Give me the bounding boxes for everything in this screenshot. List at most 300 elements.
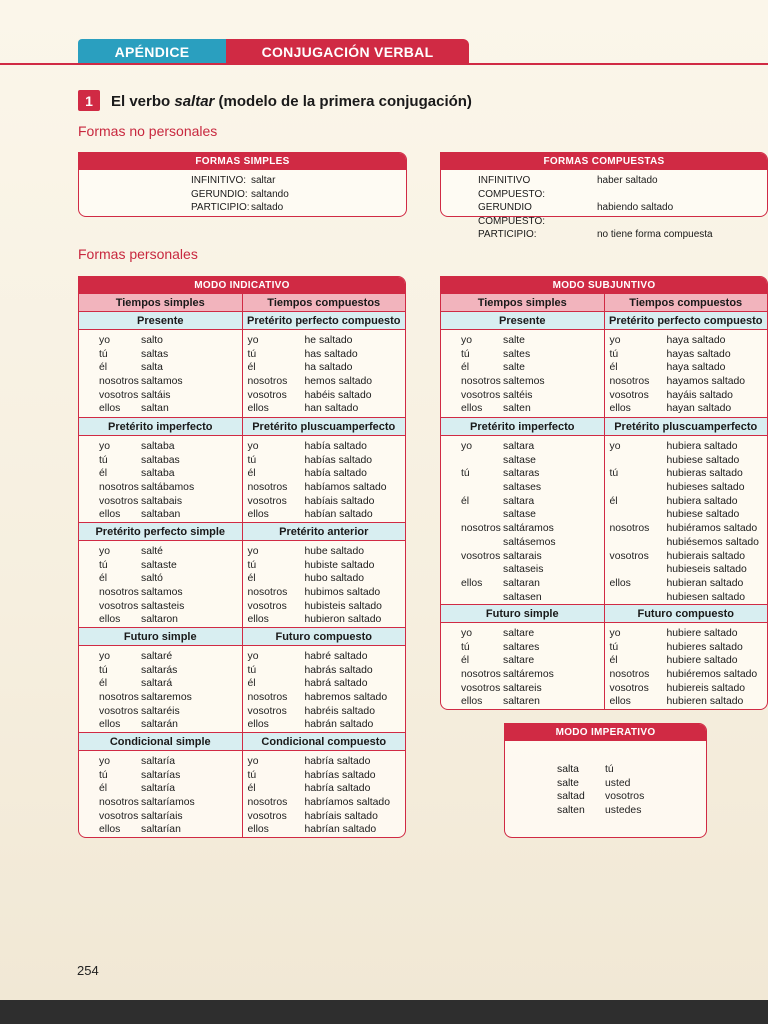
form-line [605,627,768,641]
form-line [243,334,406,348]
pronoun: nosotros [247,797,288,809]
verb-form: habrían saltado [304,824,377,836]
verb-form: hubiese saltado [666,454,740,466]
pronoun: nosotros [99,376,139,388]
modo-subjuntivo-title: MODO SUBJUNTIVO [441,277,767,294]
verb-form: habré saltado [304,651,368,662]
formas-compuestas-title: FORMAS COMPUESTAS [441,153,767,170]
form-line [605,591,768,605]
verb-form: has saltado [304,348,358,360]
form-line [441,495,604,509]
verb-form: hubierais saltado [666,550,746,562]
imperativo-line [505,777,706,791]
col-tiempos-compuestos: Tiempos compuestos [267,297,381,309]
col-tiempos-compuestos: Tiempos compuestos [629,297,743,309]
form-line [441,522,604,536]
form-line [441,654,604,668]
forms-list [79,436,242,525]
pronoun: él [247,573,256,585]
verb-form: habéis saltado [304,389,372,401]
form-line [441,591,604,605]
pronoun: vosotros [99,600,139,612]
form-line [243,782,406,796]
pronoun: vosotros [99,495,139,507]
verb-form: saltaría [141,783,176,795]
form-line [243,402,406,416]
pronoun: tú [247,348,257,360]
form-line [605,454,768,468]
pronoun [605,454,667,468]
pronoun: ellos [609,577,631,589]
verb-form: saltad [557,791,585,803]
form-line [79,586,242,600]
tense-title: Pretérito pluscuamperfecto [605,418,768,436]
form-line [79,600,242,614]
form-line [79,664,242,678]
verb-form: saltaseis [503,564,544,576]
pronoun: yo [99,651,110,662]
forms-list [79,646,242,735]
verb-form: hubiese saltado [666,509,740,521]
pronoun: nosotros [247,587,288,599]
verb-form: salte [503,362,525,374]
form-line [605,402,768,416]
tense-title: Pretérito perfecto compuesto [243,312,406,330]
pronoun: yo [609,335,621,346]
pronoun: ellos [99,509,121,521]
verb-form: saltaran [503,577,540,589]
pronoun: él [99,362,108,374]
verb-form: hube saltado [304,546,365,557]
imperativo-line [505,763,706,777]
form-line [243,796,406,810]
form-line [243,454,406,468]
verb-form: saltara [503,495,535,507]
verb-form: saltáis [141,389,171,401]
form-line [243,361,406,375]
pronoun: ellos [247,719,269,731]
pronoun [441,563,503,577]
verb-form: saltaréis [141,705,180,717]
form-line [605,467,768,481]
verb-form: habrá saltado [304,678,368,690]
pronoun: yo [247,546,259,557]
forms-list [605,330,768,419]
pronoun [605,591,667,605]
formas-simples-box [78,152,407,217]
pronoun: él [461,655,470,667]
tense-title: Futuro simple [441,605,604,623]
pronoun: ellos [609,696,631,708]
pronoun: él [99,783,108,795]
pronoun: él [247,362,256,374]
title-suffix: (modelo de la primera conjugación) [214,93,472,110]
form-line [605,563,768,577]
form-line [243,389,406,403]
formas-simples-title: FORMAS SIMPLES [79,153,406,170]
form-line [79,691,242,705]
np-label: GERUNDIO: [191,188,248,200]
verb-form: haya saltado [666,335,726,346]
pronoun: vosotros [247,705,287,717]
verb-form: saltase [503,509,536,521]
page-number: 254 [77,963,99,978]
verb-form: saltasteis [141,600,185,612]
pronoun [441,508,503,522]
verb-form: saltamos [141,376,183,388]
form-line [243,664,406,678]
pronoun: vosotros [609,389,649,401]
tense-title: Pretérito anterior [243,523,406,541]
pronoun: nosotros [247,482,288,494]
tiempo-simple-cell [79,628,243,732]
form-line [79,572,242,586]
verb-form: habías saltado [304,454,373,466]
form-line [441,481,604,495]
pronoun: nosotros [609,376,650,388]
form-line [441,402,604,416]
form-line [79,389,242,403]
tense-row [79,627,405,732]
pronoun: nosotros [247,692,288,704]
tiempo-compuesto-cell [243,312,406,417]
verb-form: saltaremos [141,692,192,704]
pronoun: nosotros [461,669,501,681]
form-line [79,677,242,691]
pronoun: ellos [99,614,121,626]
form-line [441,682,604,696]
verb-form: saltarían [141,824,181,836]
pronoun: él [99,468,108,480]
verb-form: saltes [503,348,531,360]
verb-form: hubiéramos saltado [666,523,758,535]
verb-form: habría saltado [304,756,371,767]
np-value: no tiene forma compuesta [597,229,713,240]
formas-compuestas-list [441,170,767,242]
tense-row [79,417,405,522]
form-line [79,782,242,796]
pronoun: ellos [247,824,269,836]
pronoun: tú [247,769,257,781]
forms-list [79,330,242,419]
tiempo-compuesto-cell [243,523,406,627]
form-line [79,823,242,837]
verb-form: hubieses saltado [666,482,745,494]
forms-list [79,751,242,840]
tense-row [79,312,405,417]
form-line [79,495,242,509]
formas-no-personales-heading: Formas no personales [78,123,218,139]
verb-form: hubiéremos saltado [666,669,758,681]
pronoun: nosotros [247,376,288,388]
col-tiempos-simples: Tiempos simples [441,294,605,311]
pronoun: ellos [461,577,483,589]
forms-list [441,330,604,419]
form-line [79,440,242,454]
tense-title: Pretérito perfecto simple [79,523,242,541]
form-line [441,361,604,375]
form-line [605,682,768,696]
verb-form: saltemos [503,376,545,388]
form-line [605,577,768,591]
tiempo-simple-cell [79,733,243,837]
pronoun: ellos [247,509,269,521]
form-line [79,613,242,627]
pronoun: vosotros [461,682,501,694]
col-tiempos-simples: Tiempos simples [79,294,243,311]
verb-form: habría saltado [304,783,371,795]
np-value: haber saltado [597,175,658,186]
form-line [441,334,604,348]
form-line [243,467,406,481]
form-line [243,440,406,454]
np-value: saltado [251,202,284,213]
np-label: PARTICIPIO: [191,202,250,213]
np-value: saltando [251,188,289,200]
pronoun: tú [461,641,470,653]
verb-form: hubo saltado [304,573,365,585]
pronoun: yo [99,756,110,767]
pronoun: tú [247,559,257,571]
form-line [605,361,768,375]
tense-row [441,312,767,417]
pronoun: usted [605,777,631,789]
pronoun: yo [99,335,110,346]
form-line [441,695,604,709]
verb-form: hubieras saltado [666,468,743,480]
verb-form: saltó [141,573,163,585]
verb-form: hubiesen saltado [666,591,746,603]
verb-form: saltásemos [503,536,556,548]
header-rule [0,63,768,65]
pronoun: ellos [247,614,269,626]
form-line [441,389,604,403]
tiempo-compuesto-cell [243,418,406,522]
pronoun: vosotros [609,682,649,694]
pronoun: ellos [609,403,631,415]
tense-title: Futuro simple [79,628,242,646]
verb-form: hubieseis saltado [666,564,747,576]
np-label: GERUNDIO COMPUESTO: [478,202,546,227]
tense-title: Presente [79,312,242,330]
tiempo-compuesto-cell [605,418,768,604]
scan-bottom-strip [0,1000,768,1024]
verb-form: saltarais [503,550,542,562]
form-line [441,563,604,577]
form-line [79,402,242,416]
form-line [243,508,406,522]
pronoun: tú [609,641,619,653]
modo-indicativo-title: MODO INDICATIVO [79,277,405,294]
pronoun: yo [609,441,621,452]
tense-title: Pretérito imperfecto [441,418,604,436]
pronoun: él [247,678,256,690]
verb-form: saltaríamos [141,797,195,809]
tiempo-compuesto-cell [605,605,768,710]
verb-form: saltaban [141,509,181,521]
tense-title: Futuro compuesto [605,605,768,623]
tiempo-simple-cell [441,605,605,710]
form-line [243,691,406,705]
pronoun: ustedes [605,805,642,817]
verb-form: saltamos [141,587,183,599]
np-label: INFINITIVO COMPUESTO: [478,175,546,200]
np-value: saltar [251,175,276,186]
verb-form: saltarías [141,769,181,781]
pronoun: vosotros [99,810,139,822]
tiempo-simple-cell [441,418,605,604]
verb-form: salto [141,335,163,346]
form-line [79,454,242,468]
verb-form: habríamos saltado [304,797,390,809]
form-line [243,572,406,586]
pronoun: él [99,573,108,585]
form-line [243,613,406,627]
verb-form: salten [557,805,585,817]
column-headings [441,294,767,312]
form-line [79,481,242,495]
pronoun: yo [247,441,259,452]
form-line [605,375,768,389]
pronoun: tú [609,468,619,480]
form-line [441,577,604,591]
tab-conjugacion-verbal: CONJUGACIÓN VERBAL [226,39,469,64]
forms-list [605,623,768,712]
pronoun: tú [609,348,619,360]
tense-title: Condicional simple [79,733,242,751]
np-value: habiendo saltado [597,202,674,213]
verb-form: hemos saltado [304,376,373,388]
verb-form: habíamos saltado [304,482,387,494]
verb-form: salta [141,362,163,374]
verb-form: ha saltado [304,362,353,374]
modo-imperativo-box [504,723,707,838]
pronoun: tú [247,454,257,466]
pronoun: ellos [461,403,483,415]
verb-form: han saltado [304,403,359,415]
section-number-badge: 1 [78,90,100,111]
pronoun: yo [99,546,110,557]
pronoun [605,481,667,495]
pronoun: él [609,495,618,507]
np-row [79,174,406,188]
verb-form: hubieren saltado [666,696,744,708]
forms-list [243,541,406,630]
form-line [441,536,604,550]
imperativo-forms [505,741,706,818]
form-line [243,769,406,783]
modo-indicativo-table [78,276,406,838]
verb-form: saltara [503,441,535,452]
pronoun: él [609,655,618,667]
pronoun [441,536,503,550]
pronoun: vosotros [99,389,139,401]
tense-row [79,522,405,627]
form-line [243,348,406,362]
verb-form: saltare [503,628,535,639]
pronoun: tú [461,468,470,480]
form-line [441,641,604,655]
form-line [605,654,768,668]
tense-title: Futuro compuesto [243,628,406,646]
tiempo-simple-cell [441,312,605,417]
form-line [243,545,406,559]
pronoun: tú [247,664,257,676]
pronoun: yo [247,651,259,662]
pronoun: yo [247,756,259,767]
form-line [605,508,768,522]
form-line [605,348,768,362]
tiempo-compuesto-cell [243,628,406,732]
form-line [79,769,242,783]
verb-form: saltaría [141,756,176,767]
forms-list [441,623,604,712]
pronoun: él [247,468,256,480]
pronoun: vosotros [247,600,287,612]
verb-form: hubieres saltado [666,641,743,653]
verb-form: salte [557,777,579,789]
verb-form: habían saltado [304,509,373,521]
verb-form: había saltado [304,441,367,452]
form-line [79,508,242,522]
np-label: PARTICIPIO: [478,229,537,240]
np-row [441,201,767,228]
verb-form: hubiera saltado [666,495,738,507]
pronoun: vosotros [461,550,501,562]
pronoun: yo [247,335,259,346]
verb-form: saltará [141,678,173,690]
form-line [441,550,604,564]
pronoun: tú [99,769,108,781]
column-headings [79,294,405,312]
form-line [79,810,242,824]
form-line [79,375,242,389]
verb-form: hubieran saltado [666,577,744,589]
pronoun: ellos [99,824,121,836]
form-line [79,705,242,719]
pronoun: tú [461,348,470,360]
pronoun [605,563,667,577]
form-line [243,823,406,837]
tiempo-compuesto-cell [243,733,406,837]
verb-form: hubiera saltado [666,441,738,452]
verb-form: saltarán [141,719,178,731]
verb-form: hayas saltado [666,348,731,360]
verb-form: habrás saltado [304,664,373,676]
pronoun: él [461,362,470,374]
verb-form: hubiere saltado [666,628,738,639]
form-line [605,641,768,655]
verb-form: había saltado [304,468,367,480]
verb-form: saltabas [141,454,180,466]
tense-title: Condicional compuesto [243,733,406,751]
verb-form: habrías saltado [304,769,376,781]
form-line [243,718,406,732]
form-line [605,550,768,564]
tiempo-simple-cell [79,312,243,417]
np-row [441,174,767,201]
form-line [243,650,406,664]
verb-form: hubiereis saltado [666,682,746,694]
verb-form: saltare [503,655,535,667]
forms-list [605,436,768,607]
verb-form: habríais saltado [304,810,378,822]
verb-form: saltaba [141,468,175,480]
form-line [79,796,242,810]
tense-title: Pretérito perfecto compuesto [605,312,768,330]
pronoun: vosotros [247,810,287,822]
forms-list [243,436,406,525]
